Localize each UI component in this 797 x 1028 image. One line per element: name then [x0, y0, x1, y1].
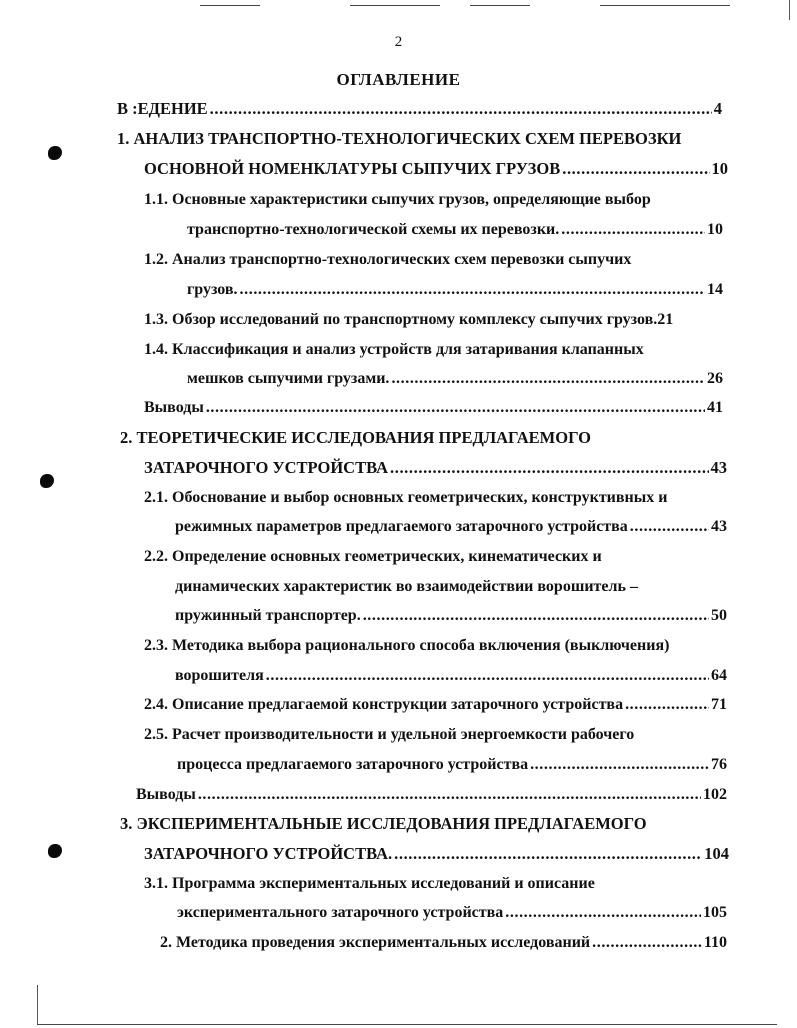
toc-entry-ch2-conclusions: Выводы ..... 102: [136, 785, 727, 805]
scan-edge-top-1: [200, 5, 260, 6]
punch-hole-bottom: [48, 844, 62, 858]
scan-edge-bottom: [37, 1024, 777, 1025]
toc-entry-1-1-line1: 1.1. Основные характеристики сыпучих грузов, определяющие выбор: [144, 191, 651, 208]
toc-entry-2-3-line2: ворошителя ..... 64: [175, 666, 727, 686]
toc-entry-1-4-line1: 1.4. Классификация и анализ устройств для затаривания клапанных: [144, 341, 644, 358]
scan-edge-top-3: [470, 5, 530, 6]
scan-edge-left: [37, 985, 38, 1025]
toc-entry-ch3-line2: ЗАТАРОЧНОГО УСТРОЙСТВА. ..... 104: [144, 844, 729, 864]
toc-entry-2-3-line1: 2.3. Методика выбора рационального способа включения (выключения): [144, 637, 670, 654]
toc-entry-2-2-line1: 2.2. Определение основных геометрических, кинематических и: [144, 548, 602, 565]
toc-entry-2-1-line2: режимных параметров предлагаемого затарочного устройства ..... 43: [175, 517, 727, 537]
toc-entry-1-2-line1: 1.2. Анализ транспортно-технологических схем перевозки сыпучих: [144, 251, 632, 268]
toc-entry-1-2-line2: грузов. ..... 14: [187, 280, 723, 300]
toc-entry-ch2-line2: ЗАТАРОЧНОГО УСТРОЙСТВА ..... 43: [144, 458, 727, 478]
toc-entry-3-1-line1: 3.1. Программа экспериментальных исследований и описание: [144, 875, 595, 892]
toc-entry-ch2-line1: 2. ТЕОРЕТИЧЕСКИЕ ИССЛЕДОВАНИЯ ПРЕДЛАГАЕМОГО: [120, 428, 591, 447]
scan-edge-top-4: [600, 5, 730, 6]
toc-entry-3-2: 2. Методика проведения экспериментальных исследований ..... 110: [160, 933, 727, 953]
toc-entry-2-2-line3: пружинный транспортер. ..... 50: [175, 606, 727, 626]
scan-edge-right: [789, 0, 790, 20]
punch-hole-middle: [40, 474, 54, 488]
toc-entry-ch1-line2: ОСНОВНОЙ НОМЕНКЛАТУРЫ СЫПУЧИХ ГРУЗОВ ..... 10: [144, 159, 728, 179]
punch-hole-top: [48, 146, 62, 160]
toc-entry-ch1-conclusions: Выводы ..... 41: [144, 398, 723, 418]
toc-entry-ch3-line1: 3. ЭКСПЕРИМЕНТАЛЬНЫЕ ИССЛЕДОВАНИЯ ПРЕДЛАГАЕМОГО: [120, 814, 647, 833]
toc-entry-1-1-line2: транспортно-технологической схемы их перевозки. ..... 10: [187, 220, 723, 240]
toc-entry-1-4-line2: мешков сыпучими грузами. ..... 26: [187, 369, 723, 389]
toc-entry-3-1-line2: экспериментального затарочного устройства ..... 105: [177, 903, 727, 923]
scan-edge-top-2: [350, 5, 440, 6]
toc-entry-2-1-line1: 2.1. Обоснование и выбор основных геометрических, конструктивных и: [144, 489, 668, 506]
toc-entry-ch1-line1: 1. АНАЛИЗ ТРАНСПОРТНО-ТЕХНОЛОГИЧЕСКИХ СХЕМ ПЕРЕВОЗКИ: [117, 129, 682, 148]
page-title: ОГЛАВЛЕНИЕ: [336, 70, 461, 89]
toc-entry-intro: В :ЕДЕНИЕ ..... 4: [117, 99, 722, 119]
toc-entry-2-5-line2: процесса предлагаемого затарочного устройства ..... 76: [177, 755, 727, 775]
toc-entry-2-5-line1: 2.5. Расчет производительности и удельной энергоемкости рабочего: [144, 726, 635, 743]
toc-entry-2-2-line2: динамических характеристик во взаимодействии ворошитель –: [175, 578, 638, 595]
page-number: 2: [394, 34, 403, 50]
toc-entry-2-4: 2.4. Описание предлагаемой конструкции затарочного устройства ..... 71: [144, 695, 727, 715]
toc-entry-1-3: 1.3. Обзор исследований по транспортному комплексу сыпучих грузов.21: [144, 311, 674, 328]
